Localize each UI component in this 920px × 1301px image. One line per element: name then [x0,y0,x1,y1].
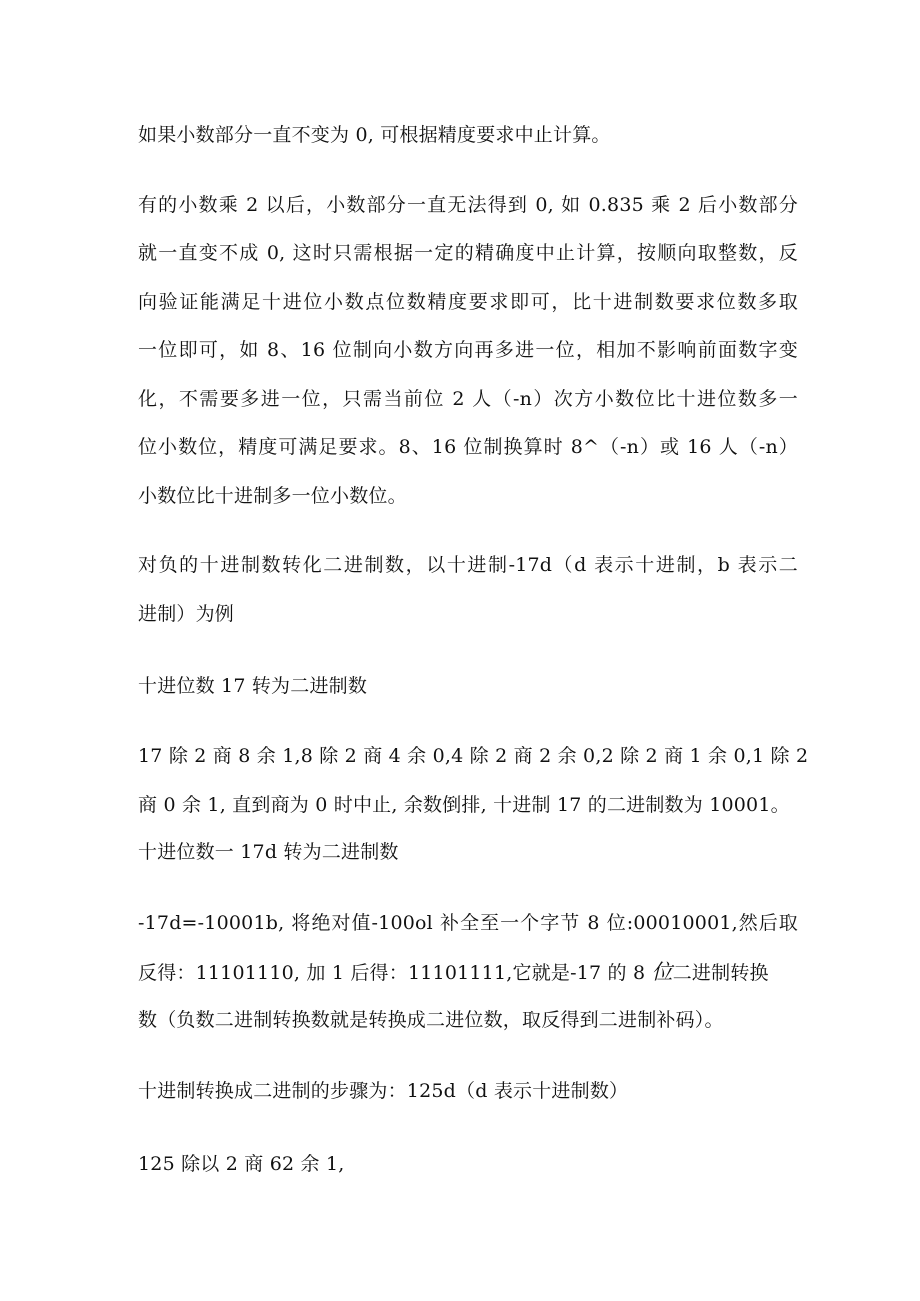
paragraph-line: 小数位比十进制多一位小数位。 [138,485,407,507]
paragraph-line: 十进制转换成二进制的步骤为：125d（d 表示十进制数） [138,1080,629,1102]
paragraph-line: 数（负数二进制转换数就是转换成二进位数，取反得到二进制补码）。 [138,1009,724,1031]
paragraph-line: 125 除以 2 商 62 余 1, [138,1153,345,1175]
paragraph-line: 17 除 2 商 8 余 1,8 除 2 商 4 余 0,4 除 2 商 2 余 0,2 除 2 商 1 余 0,1 除 2 [138,745,809,767]
italic-glyph: 位 [651,960,673,984]
paragraph-line: 化，不需要多进一位，只需当前位 2 人（-n）次方小数位比十进位数多一 [138,388,798,410]
paragraph-line: 一位即可，如 8、16 位制向小数方向再多进一位，相加不影响前面数字变 [138,339,798,361]
paragraph-line: 就一直变不成 0, 这时只需根据一定的精确度中止计算，按顺向取整数，反 [138,242,798,264]
section-heading: 十进位数一 17d 转为二进制数 [138,841,399,863]
line-segment: 二进制转换 [672,962,769,984]
paragraph-line: 有的小数乘 2 以后，小数部分一直无法得到 0, 如 0.835 乘 2 后小数部分 [138,194,798,216]
paragraph-line: -17d=-10001b, 将绝对值-100ol 补全至一个字节 8 位:00010001,然后取 [138,912,798,934]
paragraph-line: 位小数位，精度可满足要求。8、16 位制换算时 8^（-n）或 16 人（-n） [138,436,798,458]
paragraph-line [138,959,798,986]
section-heading: 十进位数 17 转为二进制数 [138,675,368,697]
paragraph-line: 商 0 余 1, 直到商为 0 时中止, 余数倒排, 十进制 17 的二进制数为 10001。 [138,794,790,816]
paragraph-line: 进制）为例 [138,603,235,625]
line-segment: 反得：11101110, 加 1 后得：11101111,它就是-17 的 8 [138,962,652,984]
paragraph-line: 如果小数部分一直不变为 0, 可根据精度要求中止计算。 [138,124,611,146]
paragraph-line: 向验证能满足十进位小数点位数精度要求即可，比十进制数要求位数多取 [138,291,798,313]
paragraph-line: 对负的十进制数转化二进制数，以十进制-17d（d 表示十进制，b 表示二 [138,554,798,576]
